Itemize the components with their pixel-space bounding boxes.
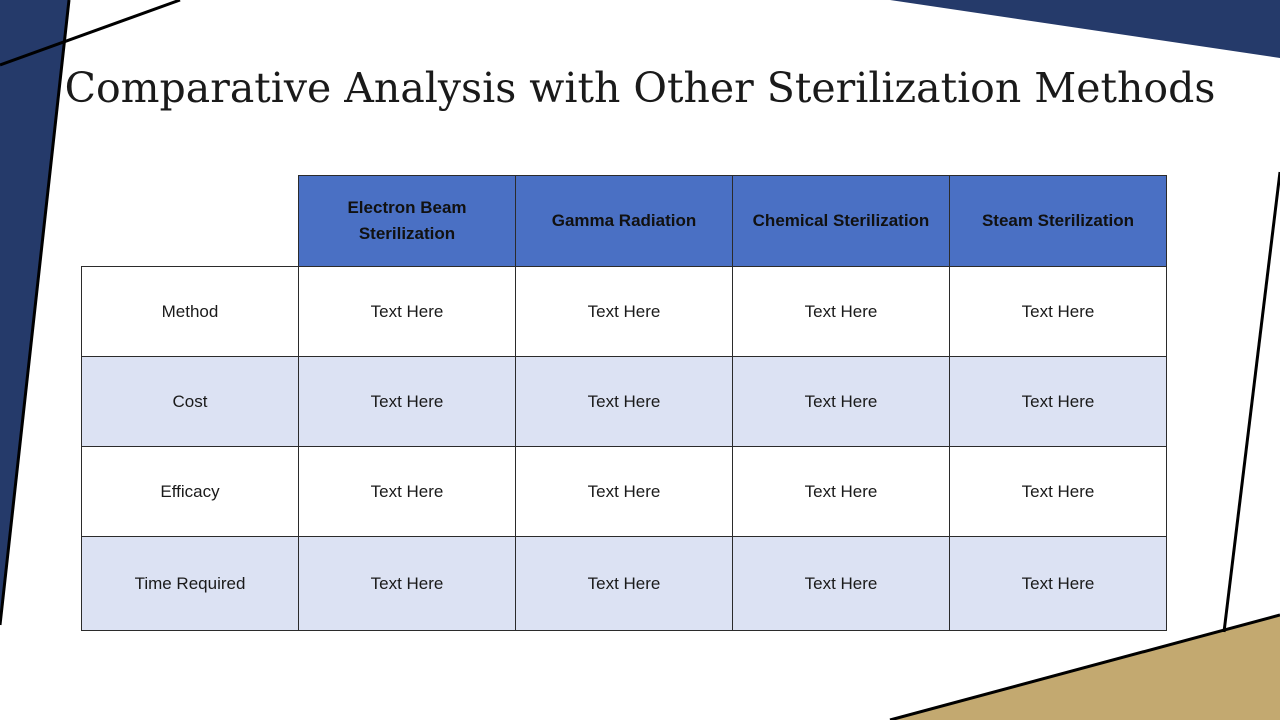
column-header: Gamma Radiation bbox=[516, 176, 733, 267]
table-cell: Text Here bbox=[516, 537, 733, 631]
table-row bbox=[82, 357, 1167, 447]
table-cell: Text Here bbox=[733, 267, 950, 357]
table-header-row bbox=[82, 176, 1167, 267]
column-header: Chemical Sterilization bbox=[733, 176, 950, 267]
table-row bbox=[82, 537, 1167, 631]
right-edge-line bbox=[1224, 172, 1280, 632]
table-cell: Text Here bbox=[950, 267, 1167, 357]
table-cell: Text Here bbox=[299, 267, 516, 357]
table-cell: Text Here bbox=[733, 447, 950, 537]
table-cell: Text Here bbox=[733, 537, 950, 631]
table-cell: Text Here bbox=[950, 537, 1167, 631]
table-cell: Text Here bbox=[299, 447, 516, 537]
column-header: Steam Sterilization bbox=[950, 176, 1167, 267]
table-cell: Text Here bbox=[516, 447, 733, 537]
row-label: Cost bbox=[82, 357, 299, 447]
column-header: Electron Beam Sterilization bbox=[299, 176, 516, 267]
table-cell: Text Here bbox=[950, 447, 1167, 537]
table-row bbox=[82, 267, 1167, 357]
row-label: Time Required bbox=[82, 537, 299, 631]
table-cell: Text Here bbox=[516, 267, 733, 357]
table-cell: Text Here bbox=[950, 357, 1167, 447]
table-cell: Text Here bbox=[733, 357, 950, 447]
table-cell: Text Here bbox=[516, 357, 733, 447]
slide-title: Comparative Analysis with Other Sterilization Methods bbox=[64, 64, 1216, 112]
table-row bbox=[82, 447, 1167, 537]
row-label: Method bbox=[82, 267, 299, 357]
table-cell: Text Here bbox=[299, 357, 516, 447]
table-cell: Text Here bbox=[299, 537, 516, 631]
comparison-table bbox=[81, 175, 1167, 631]
table-corner-cell bbox=[82, 176, 299, 267]
row-label: Efficacy bbox=[82, 447, 299, 537]
top-right-navy-shape bbox=[890, 0, 1280, 58]
